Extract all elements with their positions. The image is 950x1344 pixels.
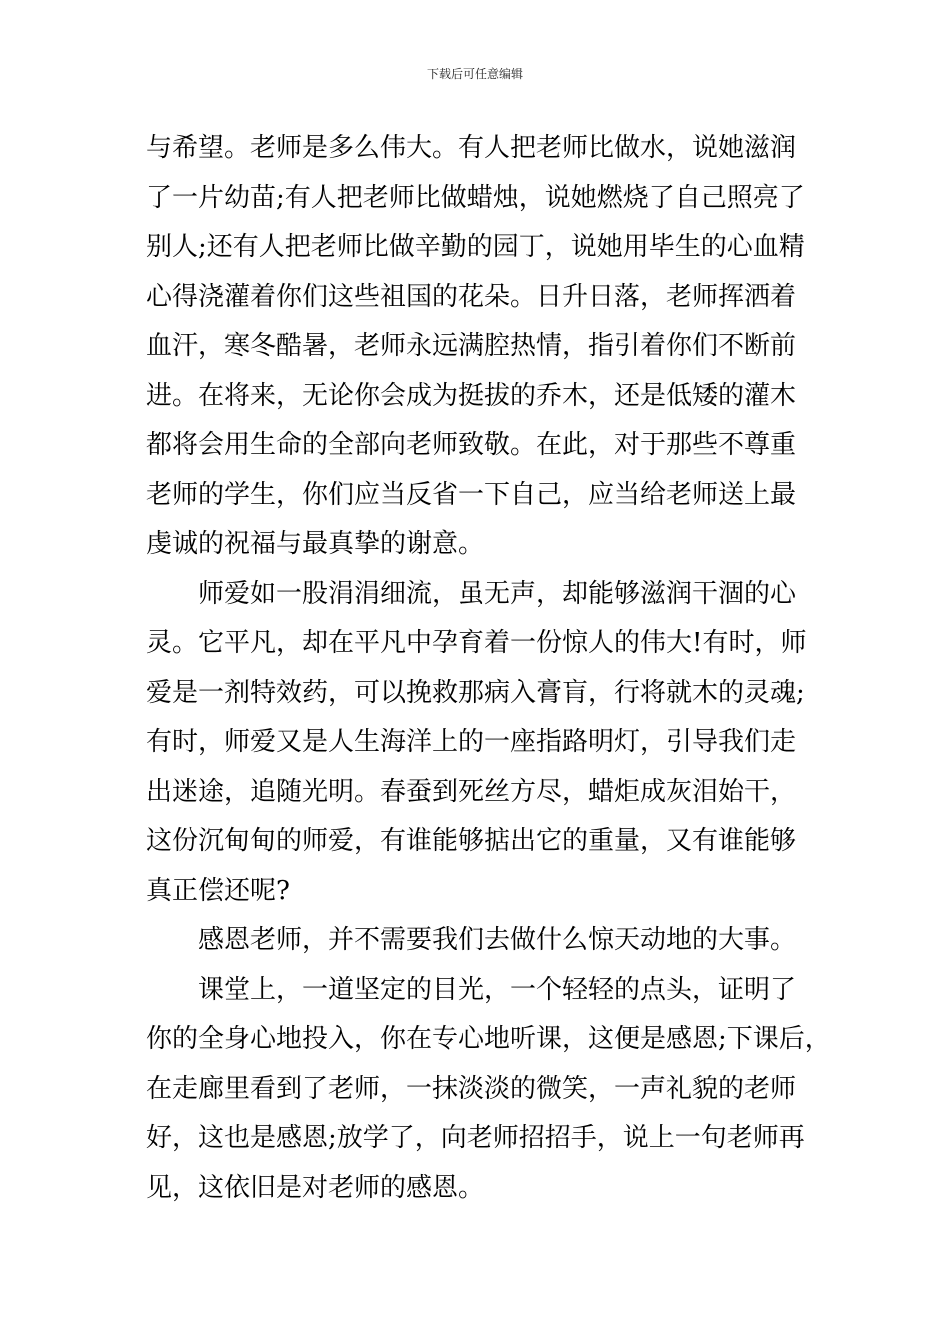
paragraph-2	[146, 570, 810, 917]
text-line: 这份沉甸甸的师爱，有谁能够掂出它的重量，又有谁能够	[146, 826, 797, 856]
text-line: 在走廊里看到了老师，一抹淡淡的微笑，一声礼貌的老师	[146, 1073, 797, 1104]
text-line: 老师的学生，你们应当反省一下自己，应当给老师送上最	[146, 479, 797, 510]
text-line: 爱是一剂特效药，可以挽救那病入膏肓，行将就木的灵魂;	[146, 677, 805, 708]
text-line: 血汗，寒冬酷暑，老师永远满腔热情，指引着你们不断前	[146, 331, 797, 361]
text-line: 出迷途，追随光明。春蚕到死丝方尽，蜡炬成灰泪始干，	[146, 776, 797, 807]
text-line: 了一片幼苗;有人把老师比做蜡烛，说她燃烧了自己照亮了	[146, 182, 805, 213]
text-line: 虔诚的祝福与最真挚的谢意。	[146, 529, 485, 559]
text-line: 好，这也是感恩;放学了，向老师招招手，说上一句老师再	[146, 1123, 805, 1153]
text-line: 别人;还有人把老师比做辛勤的园丁，说她用毕生的心血精	[146, 232, 805, 262]
text-line: 真正偿还呢?	[146, 875, 290, 906]
text-line: 师爱如一股涓涓细流，虽无声，却能够滋润干涸的心	[198, 578, 797, 609]
text-line: 感恩老师，并不需要我们去做什么惊天动地的大事。	[198, 925, 797, 955]
text-line: 都将会用生命的全部向老师致敬。在此，对于那些不尊重	[146, 430, 797, 460]
text-line: 有时，师爱又是人生海洋上的一座指路明灯，引导我们走	[146, 727, 797, 757]
text-line: 见，这依旧是对老师的感恩。	[146, 1172, 485, 1203]
text-line: 进。在将来，无论你会成为挺拔的乔木，还是低矮的灌木	[146, 380, 797, 411]
document-body	[146, 124, 831, 1213]
paragraph-4	[146, 966, 831, 1214]
page-header: 下载后可任意编辑	[426, 67, 523, 81]
text-line: 心得浇灌着你们这些祖国的花朵。日升日落，老师挥洒着	[146, 281, 797, 312]
text-line: 你的全身心地投入，你在专心地听课，这便是感恩;下课后，	[146, 1024, 831, 1054]
text-line: 与希望。老师是多么伟大。有人把老师比做水，说她滋润	[146, 133, 797, 163]
paragraph-3	[146, 916, 810, 966]
text-line: 课堂上，一道坚定的目光，一个轻轻的点头，证明了	[198, 974, 797, 1005]
text-line: 灵。它平凡，却在平凡中孕育着一份惊人的伟大!有时，师	[146, 628, 807, 658]
paragraph-1	[146, 124, 810, 570]
